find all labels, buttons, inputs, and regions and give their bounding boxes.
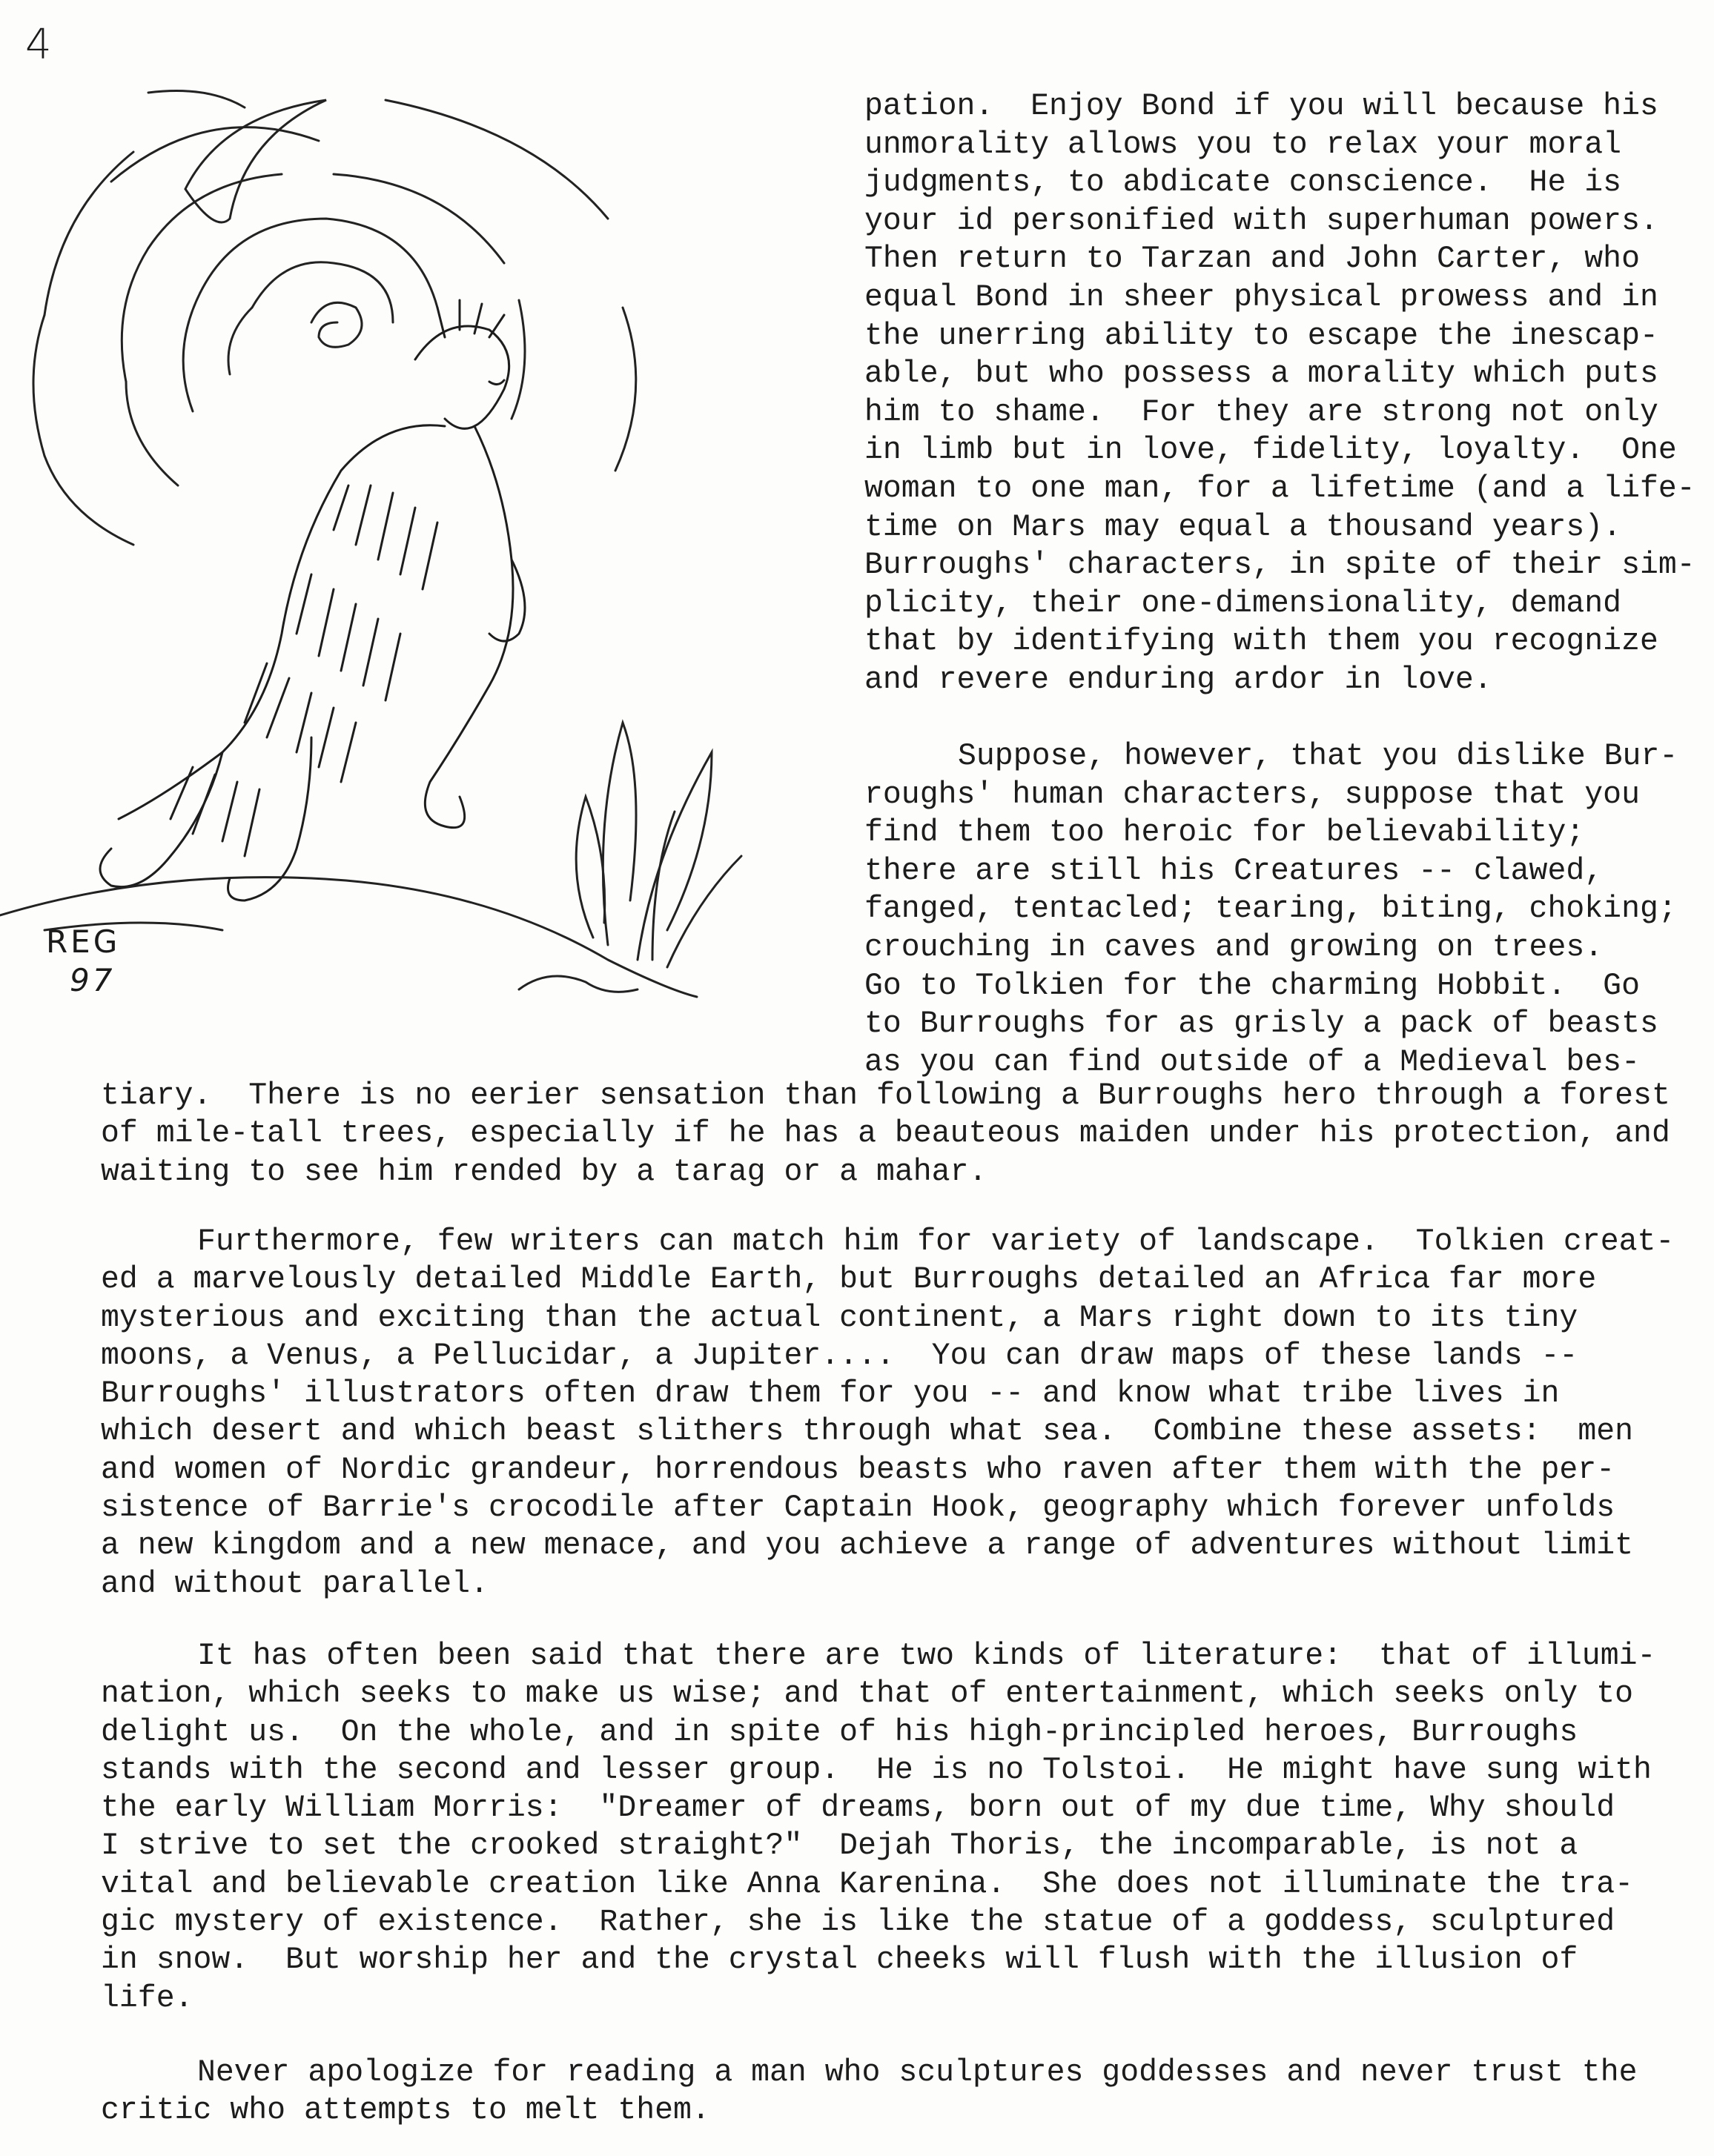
text-line: pation. Enjoy Bond if you will because his: [864, 89, 1658, 124]
text-line: Burroughs' characters, in spite of their sim-: [864, 548, 1695, 583]
text-line: Go to Tolkien for the charming Hobbit. Go: [864, 968, 1640, 1004]
text-line: critic who attempts to melt them.: [101, 2093, 710, 2129]
text-line: life.: [101, 1980, 193, 2016]
text-line: stands with the second and lesser group. He is no Tolstoi. He might have sung with: [101, 1752, 1652, 1788]
radiating-rings: [33, 91, 636, 545]
text-line: sistence of Barrie's crocodile after Captain Hook, geography which forever unfolds: [101, 1490, 1615, 1526]
crescent-moon: [185, 100, 326, 222]
text-line: Suppose, however, that you dislike Bur-: [958, 739, 1678, 774]
text-line: woman to one man, for a lifetime (and a life-: [864, 471, 1695, 506]
text-line: and without parallel.: [101, 1566, 489, 1602]
text-line: mysterious and exciting than the actual continent, a Mars right down to its tiny: [101, 1300, 1578, 1336]
artist-signature: [46, 923, 120, 1000]
paragraph-creatures-continued: [101, 1077, 1672, 1191]
text-line: Burroughs' illustrators often draw them for you -- and know what tribe lives in: [101, 1376, 1560, 1412]
text-line: find them too heroic for believability;: [864, 815, 1585, 851]
text-line: moons, a Venus, a Pellucidar, a Jupiter.... You can draw maps of these lands --: [101, 1338, 1578, 1373]
text-line: waiting to see him rended by a tarag or a mahar.: [101, 1154, 987, 1190]
text-line: as you can find outside of a Medieval bes-: [864, 1044, 1640, 1080]
text-line: fanged, tentacled; tearing, biting, choking;: [864, 892, 1677, 927]
text-line: unmorality allows you to relax your moral: [864, 127, 1622, 162]
text-line: ed a marvelously detailed Middle Earth, but Burroughs detailed an Africa far more: [101, 1262, 1597, 1298]
text-line: to Burroughs for as grisly a pack of beasts: [864, 1006, 1658, 1042]
text-line: a new kingdom and a new menace, and you achieve a range of adventures without limit: [101, 1528, 1634, 1564]
hairy-creature: [100, 300, 525, 900]
text-line: in snow. But worship her and the crystal cheeks will flush with the illusion of: [101, 1943, 1578, 1978]
text-line: Then return to Tarzan and John Carter, who: [864, 242, 1640, 277]
text-line: and women of Nordic grandeur, horrendous beasts who raven after them with the per-: [101, 1452, 1615, 1487]
text-line: him to shame. For they are strong not only: [864, 394, 1658, 430]
paragraph-literature: [101, 1637, 1672, 2017]
text-line: that by identifying with them you recognize: [864, 624, 1658, 660]
right-column-text: [864, 87, 1695, 1081]
text-line: of mile-tall trees, especially if he has a beauteous maiden under his protection, and: [101, 1116, 1670, 1152]
text-line: there are still his Creatures -- clawed,: [864, 853, 1604, 889]
creature-illustration: [0, 70, 756, 1004]
text-line: which desert and which beast slithers through what sea. Combine these assets: men: [101, 1414, 1634, 1450]
paragraph-creatures: [864, 737, 1678, 1081]
text-line: able, but who possess a morality which puts: [864, 356, 1658, 392]
text-line: Never apologize for reading a man who sculptures goddesses and never trust the: [197, 2055, 1638, 2090]
text-line: your id personified with superhuman powers.: [864, 203, 1658, 239]
paragraph-landscape: [101, 1223, 1675, 1603]
text-line: I strive to set the crooked straight?" Dejah Thoris, the incomparable, is not a: [101, 1828, 1578, 1864]
text-line: delight us. On the whole, and in spite of his high-principled heroes, Burroughs: [101, 1714, 1578, 1750]
text-line: nation, which seeks to make us wise; and that of entertainment, which seeks only to: [101, 1676, 1634, 1712]
text-line: judgments, to abdicate conscience. He is: [864, 165, 1622, 201]
text-line: the early William Morris: "Dreamer of dreams, born out of my due time, Why should: [101, 1791, 1615, 1826]
page-number: 4: [25, 21, 52, 69]
text-line: vital and believable creation like Anna Karenina. She does not illuminate the tra-: [101, 1866, 1634, 1902]
paragraph-bond: [864, 87, 1695, 700]
text-line: in limb but in love, fidelity, loyalty. One: [864, 433, 1677, 468]
text-line: and revere enduring ardor in love.: [864, 662, 1492, 697]
text-line: tiary. There is no eerier sensation than following a Burroughs hero through a forest: [101, 1078, 1670, 1113]
signature-number: 97: [70, 962, 116, 998]
text-line: gic mystery of existence. Rather, she is like the statue of a goddess, sculptured: [101, 1905, 1615, 1940]
text-line: time on Mars may equal a thousand years).: [864, 509, 1622, 545]
text-line: Furthermore, few writers can match him for variety of landscape. Tolkien creat-: [197, 1224, 1675, 1259]
text-line: plicity, their one-dimensionality, demand: [864, 586, 1622, 621]
text-line: crouching in caves and growing on trees.: [864, 930, 1604, 966]
text-line: equal Bond in sheer physical prowess and in: [864, 279, 1658, 315]
paragraph-closing: [101, 2054, 1672, 2130]
text-line: the unerring ability to escape the inescap-: [864, 318, 1658, 354]
text-line: roughs' human characters, suppose that you: [864, 777, 1640, 812]
signature-initials: REG: [46, 923, 121, 960]
text-line: It has often been said that there are two kinds of literature: that of illumi-: [197, 1639, 1656, 1674]
